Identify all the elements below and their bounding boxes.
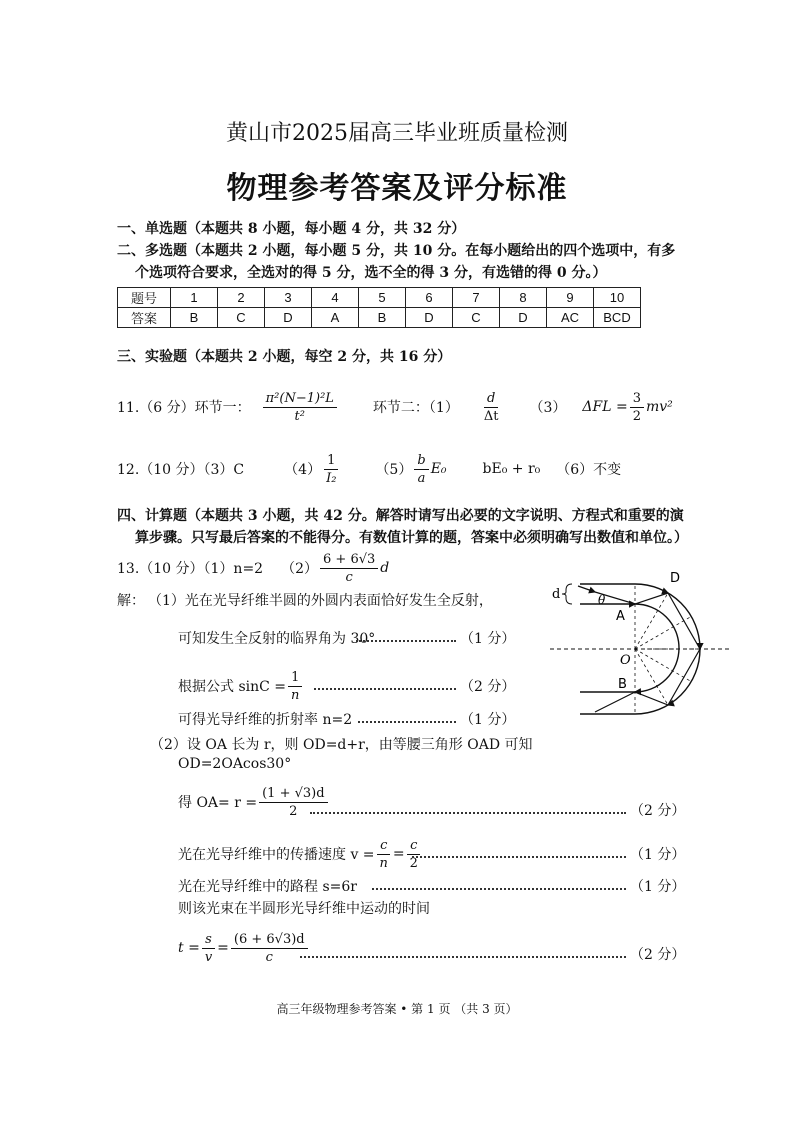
equals-sign: = <box>392 846 405 862</box>
q12-part5: （5） <box>375 462 413 478</box>
solution-step-5: （2）设 OA 长为 r，则 OD=d+r，由等腰三角形 OAD 可知 <box>150 737 533 753</box>
section-calculation-line1: 四、计算题（本题共 3 小题，共 42 分。解答时请写出必要的文字说明、方程式和重要的演 <box>117 508 684 524</box>
question-11 <box>117 386 673 428</box>
step-8-denominator-2: 2 <box>409 855 418 871</box>
answer-table-header-row <box>118 288 641 308</box>
question-number: 9 <box>547 288 594 308</box>
question-number: 10 <box>594 288 641 308</box>
solution-step-10: 则该光束在半圆形光导纤维中运动的时间 <box>178 901 430 917</box>
leader-dots <box>300 956 626 958</box>
question-12 <box>117 448 621 490</box>
solution-step-3 <box>178 666 304 706</box>
step-7-text: 得 OA= r = <box>178 795 258 811</box>
solution-step-7 <box>178 780 330 824</box>
step-3-denominator: n <box>291 687 300 703</box>
label-O: O <box>620 653 631 668</box>
q11-f3-rhs: mv² <box>645 399 673 415</box>
exam-title: 黄山市2025届高三毕业班质量检测 <box>226 121 568 146</box>
solution-step-1: （1）光在光导纤维半圆的外圆内表面恰好发生全反射， <box>148 593 493 609</box>
q11-f2-denominator: Δt <box>483 408 499 424</box>
answer-table-answer-row <box>118 308 641 328</box>
step-8-formula-2 <box>407 837 421 872</box>
q13-answer-rhs: d <box>380 560 390 576</box>
q13-part2: （2） <box>281 561 319 577</box>
q11-formula-3 <box>630 390 644 425</box>
step-11-formula-2 <box>231 931 308 966</box>
step-11-denominator-2: c <box>265 949 273 965</box>
table-header-label: 题号 <box>118 288 171 308</box>
label-B: B <box>618 677 627 692</box>
answer-table <box>117 287 641 328</box>
solution-step-6: OD=2OAcos30° <box>178 756 292 772</box>
answer-cell: D <box>500 308 547 328</box>
score-step-4: （1 分） <box>460 712 516 728</box>
q11-f1-denominator: t² <box>294 408 305 424</box>
solution-step-11 <box>178 926 310 970</box>
score-step-7: （2 分） <box>630 803 686 819</box>
d-brace <box>562 584 572 604</box>
q11-f3-denominator: 2 <box>632 408 641 424</box>
solution-step-9: 光在光导纤维中的路程 s=6r <box>178 879 357 895</box>
q13-prefix: 13.（10 分）（1）n=2 <box>117 561 264 577</box>
section-calculation-line2: 算步骤。只写最后答案的不能得分。有数值计算的题，答案中必须明确写出数值和单位。） <box>135 530 688 546</box>
q12-formula-4 <box>323 452 339 487</box>
step-11-formula-1 <box>202 931 215 966</box>
question-number: 5 <box>359 288 406 308</box>
score-step-8: （1 分） <box>630 847 686 863</box>
q11-prefix: 11.（6 分）环节一： <box>117 400 251 416</box>
step-8-denominator-1: n <box>379 855 388 871</box>
label-d: d <box>552 587 561 602</box>
q12-part4: （4） <box>284 462 322 478</box>
q12-f4-numerator: 1 <box>324 452 338 470</box>
leader-dots <box>358 721 456 723</box>
step-11-numerator-2: (6 + 6√3)d <box>231 931 308 949</box>
leader-dots <box>356 640 456 642</box>
step-11-denominator-1: v <box>204 949 213 965</box>
q11-f1-numerator: π²(N−1)²L <box>263 390 337 408</box>
question-number: 4 <box>312 288 359 308</box>
question-number: 1 <box>171 288 218 308</box>
label-A: A <box>616 609 625 624</box>
step-7-formula <box>259 785 327 820</box>
inner-semicircle <box>635 604 679 692</box>
light-ray <box>595 592 700 712</box>
step-7-denominator: 2 <box>289 803 298 819</box>
score-step-3: （2 分） <box>460 679 516 695</box>
q12-prefix: 12.（10 分）（3）C <box>117 462 245 478</box>
table-answer-label: 答案 <box>118 308 171 328</box>
leader-dots <box>314 688 456 690</box>
q11-f3-numerator: 3 <box>630 390 644 408</box>
question-number: 8 <box>500 288 547 308</box>
step-7-numerator: (1 + √3)d <box>259 785 327 803</box>
question-13 <box>117 548 389 588</box>
question-number: 7 <box>453 288 500 308</box>
q13-answer-numerator: 6 + 6√3 <box>320 551 378 569</box>
q12-f5-rhs: E₀ <box>430 461 447 477</box>
solution-label: 解： <box>117 593 145 609</box>
q12-f4-denominator: I₂ <box>326 470 337 486</box>
section-experiment: 三、实验题（本题共 2 小题，每空 2 分，共 16 分） <box>117 349 452 365</box>
step-8-numerator-1: c <box>377 837 390 855</box>
step-8-formula-1 <box>377 837 391 872</box>
score-step-2: （1 分） <box>460 631 516 647</box>
label-D: D <box>670 571 681 586</box>
section-multi-choice-line2: 个选项符合要求，全选对的得 5 分，选不全的得 3 分，有选错的得 0 分。） <box>135 265 607 281</box>
q13-answer-formula <box>320 551 378 586</box>
step-8-text: 光在光导纤维中的传播速度 v = <box>178 847 375 863</box>
section-multi-choice-line1: 二、多选题（本题共 2 小题，每小题 5 分，共 10 分。在每小题给出的四个选项中，有多 <box>117 243 676 259</box>
q11-f2-numerator: d <box>484 390 498 408</box>
equals-sign: = <box>217 940 229 956</box>
page-title: 物理参考答案及评分标准 <box>226 171 568 206</box>
q11-f3-lhs: ΔFL = <box>582 399 628 415</box>
step-11-text: t = <box>178 940 200 956</box>
answer-cell: D <box>265 308 312 328</box>
step-3-text: 根据公式 sinC = <box>178 679 287 695</box>
score-step-11: （2 分） <box>630 947 686 963</box>
answer-cell: A <box>312 308 359 328</box>
answer-cell: AC <box>547 308 594 328</box>
question-number: 2 <box>218 288 265 308</box>
q11-formula-2 <box>481 390 502 425</box>
section-single-choice: 一、单选题（本题共 8 小题，每小题 4 分，共 32 分） <box>117 221 466 237</box>
step-3-numerator: 1 <box>288 669 302 687</box>
answer-cell: B <box>359 308 406 328</box>
q13-answer-denominator: c <box>345 569 353 585</box>
answer-cell: BCD <box>594 308 641 328</box>
answer-cell: C <box>218 308 265 328</box>
incident-ray <box>578 586 595 592</box>
question-number: 6 <box>406 288 453 308</box>
q12-part5b: bE₀ + r₀ <box>482 461 541 477</box>
label-theta: θ <box>598 593 606 607</box>
answer-cell: B <box>171 308 218 328</box>
solution-step-2: 可知发生全反射的临界角为 30° <box>178 631 376 647</box>
q11-part3: （3） <box>529 400 567 416</box>
solution-step-4: 可得光导纤维的折射率 n=2 <box>178 712 353 728</box>
q12-formula-5 <box>414 452 428 487</box>
answer-cell: C <box>453 308 500 328</box>
leader-dots <box>310 812 626 814</box>
solution-step-8 <box>178 834 423 874</box>
score-step-9: （1 分） <box>630 879 686 895</box>
q12-f5-denominator: a <box>417 470 426 486</box>
q11-formula-1 <box>263 390 337 425</box>
step-11-numerator-1: s <box>202 931 215 949</box>
q12-part6: （6）不变 <box>556 462 622 478</box>
q12-f5-numerator: b <box>414 452 428 470</box>
leader-dots <box>372 888 626 890</box>
step-8-numerator-2: c <box>407 837 420 855</box>
answer-cell: D <box>406 308 453 328</box>
q11-part2: 环节二：（1） <box>372 400 459 416</box>
optical-fiber-diagram <box>540 564 740 734</box>
page-footer: 高三年级物理参考答案 • 第 1 页 （共 3 页） <box>276 1002 518 1016</box>
step-3-formula <box>288 669 302 704</box>
question-number: 3 <box>265 288 312 308</box>
leader-dots <box>412 856 626 858</box>
